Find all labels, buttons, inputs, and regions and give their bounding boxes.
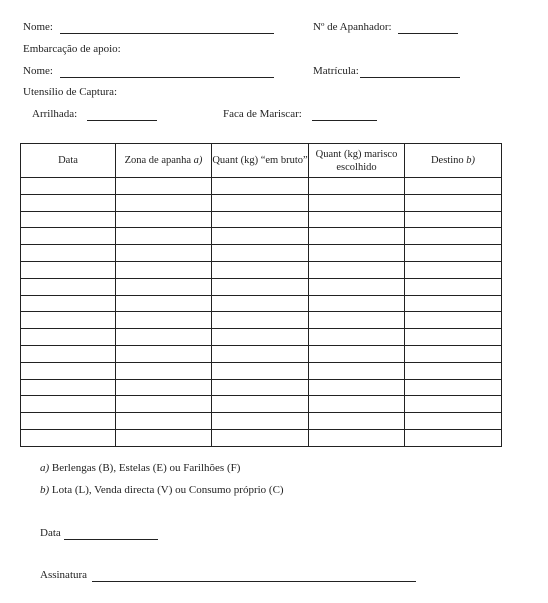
table-cell[interactable]	[116, 312, 212, 329]
table-cell[interactable]	[405, 329, 502, 346]
table-cell[interactable]	[309, 295, 405, 312]
table-cell[interactable]	[212, 211, 309, 228]
assinatura-label: Assinatura	[40, 569, 88, 581]
table-cell[interactable]	[116, 245, 212, 262]
table-cell[interactable]	[116, 278, 212, 295]
table-cell[interactable]	[116, 329, 212, 346]
table-row	[21, 362, 502, 379]
table-cell[interactable]	[116, 413, 212, 430]
table-cell[interactable]	[405, 396, 502, 413]
table-cell[interactable]	[21, 413, 116, 430]
table-row	[21, 379, 502, 396]
table-cell[interactable]	[21, 362, 116, 379]
table-cell[interactable]	[21, 178, 116, 195]
table-cell[interactable]	[309, 329, 405, 346]
table-cell[interactable]	[405, 261, 502, 278]
table-cell[interactable]	[21, 312, 116, 329]
table-cell[interactable]	[405, 429, 502, 446]
table-cell[interactable]	[405, 362, 502, 379]
nome-label: Nome:	[23, 21, 53, 33]
table-cell[interactable]	[405, 278, 502, 295]
table-cell[interactable]	[116, 211, 212, 228]
table-cell[interactable]	[309, 228, 405, 245]
table-row	[21, 228, 502, 245]
table-cell[interactable]	[405, 312, 502, 329]
table-cell[interactable]	[405, 228, 502, 245]
table-cell[interactable]	[405, 345, 502, 362]
table-row	[21, 261, 502, 278]
table-cell[interactable]	[212, 295, 309, 312]
table-row	[21, 245, 502, 262]
table-cell[interactable]	[21, 194, 116, 211]
table-row	[21, 413, 502, 430]
table-cell[interactable]	[21, 278, 116, 295]
table-cell[interactable]	[116, 295, 212, 312]
matricula-label: Matrícula:	[313, 65, 359, 77]
table-cell[interactable]	[116, 379, 212, 396]
apanhador-label: Nº de Apanhador:	[313, 21, 392, 33]
table-cell[interactable]	[309, 261, 405, 278]
table-cell[interactable]	[212, 345, 309, 362]
col-header: Data	[21, 144, 116, 178]
table-cell[interactable]	[212, 329, 309, 346]
table-header-row	[21, 144, 502, 178]
table-cell[interactable]	[21, 429, 116, 446]
table-row	[21, 345, 502, 362]
table-cell[interactable]	[116, 362, 212, 379]
table-cell[interactable]	[212, 178, 309, 195]
table-cell[interactable]	[21, 329, 116, 346]
table-cell[interactable]	[21, 379, 116, 396]
table-cell[interactable]	[405, 295, 502, 312]
table-cell[interactable]	[212, 228, 309, 245]
table-cell[interactable]	[212, 194, 309, 211]
apanhador-field[interactable]	[398, 33, 458, 34]
embarcacao-label: Embarcação de apoio:	[23, 43, 121, 55]
table-cell[interactable]	[21, 211, 116, 228]
utensilio-label: Utensílio de Captura:	[23, 86, 118, 98]
table-cell[interactable]	[309, 396, 405, 413]
table-cell[interactable]	[116, 261, 212, 278]
table-cell[interactable]	[212, 429, 309, 446]
table-cell[interactable]	[405, 178, 502, 195]
table-cell[interactable]	[116, 396, 212, 413]
table-cell[interactable]	[21, 245, 116, 262]
table-row	[21, 278, 502, 295]
table-row	[21, 178, 502, 195]
table-cell[interactable]	[116, 429, 212, 446]
nome-field[interactable]	[60, 33, 274, 34]
nome2-field[interactable]	[60, 77, 274, 78]
table-cell[interactable]	[309, 362, 405, 379]
table-cell[interactable]	[309, 194, 405, 211]
table-cell[interactable]	[309, 312, 405, 329]
table-cell[interactable]	[309, 178, 405, 195]
table-body	[21, 178, 502, 447]
note-a: a) Berlengas (B), Estelas (E) ou Farilhões (F)	[40, 462, 241, 474]
col-header: Quant (kg) “em bruto”	[212, 144, 309, 178]
note-b: b) Lota (L), Venda directa (V) ou Consumo próprio (C)	[40, 484, 284, 496]
table-cell[interactable]	[212, 379, 309, 396]
table-row	[21, 194, 502, 211]
table-cell[interactable]	[405, 211, 502, 228]
table-cell[interactable]	[21, 228, 116, 245]
matricula-field[interactable]	[360, 77, 460, 78]
table-cell[interactable]	[309, 413, 405, 430]
table-cell[interactable]	[212, 245, 309, 262]
table-cell[interactable]	[212, 413, 309, 430]
table-cell[interactable]	[116, 228, 212, 245]
table-cell[interactable]	[309, 429, 405, 446]
col-header: Destino b)	[405, 144, 502, 178]
table-cell[interactable]	[309, 345, 405, 362]
table-cell[interactable]	[405, 413, 502, 430]
table-cell[interactable]	[21, 295, 116, 312]
table-row	[21, 329, 502, 346]
table-cell[interactable]	[405, 245, 502, 262]
table-cell[interactable]	[405, 379, 502, 396]
table-cell[interactable]	[21, 345, 116, 362]
arrilhada-field[interactable]	[87, 120, 157, 121]
table-cell[interactable]	[21, 261, 116, 278]
capture-log-table	[20, 143, 502, 447]
table-cell[interactable]	[116, 345, 212, 362]
table-cell[interactable]	[21, 396, 116, 413]
col-header: Quant (kg) marisco escolhido	[309, 144, 405, 178]
table-cell[interactable]	[309, 278, 405, 295]
col-header: Zona de apanha a)	[116, 144, 212, 178]
table-cell[interactable]	[309, 379, 405, 396]
table-cell[interactable]	[116, 194, 212, 211]
arrilhada-label: Arrilhada:	[32, 108, 78, 120]
table-row	[21, 295, 502, 312]
table-cell[interactable]	[212, 396, 309, 413]
table-row	[21, 211, 502, 228]
table-cell[interactable]	[212, 312, 309, 329]
data-field[interactable]	[64, 539, 158, 540]
data-label: Data	[40, 527, 61, 539]
table-cell[interactable]	[309, 245, 405, 262]
table-cell[interactable]	[116, 178, 212, 195]
nome2-label: Nome:	[23, 65, 53, 77]
table-cell[interactable]	[405, 194, 502, 211]
table-row	[21, 312, 502, 329]
table-cell[interactable]	[212, 278, 309, 295]
assinatura-field[interactable]	[92, 581, 416, 582]
faca-label: Faca de Mariscar:	[223, 108, 302, 120]
table-cell[interactable]	[212, 362, 309, 379]
table-row	[21, 396, 502, 413]
table-cell[interactable]	[212, 261, 309, 278]
faca-field[interactable]	[312, 120, 377, 121]
table-cell[interactable]	[309, 211, 405, 228]
table-row	[21, 429, 502, 446]
